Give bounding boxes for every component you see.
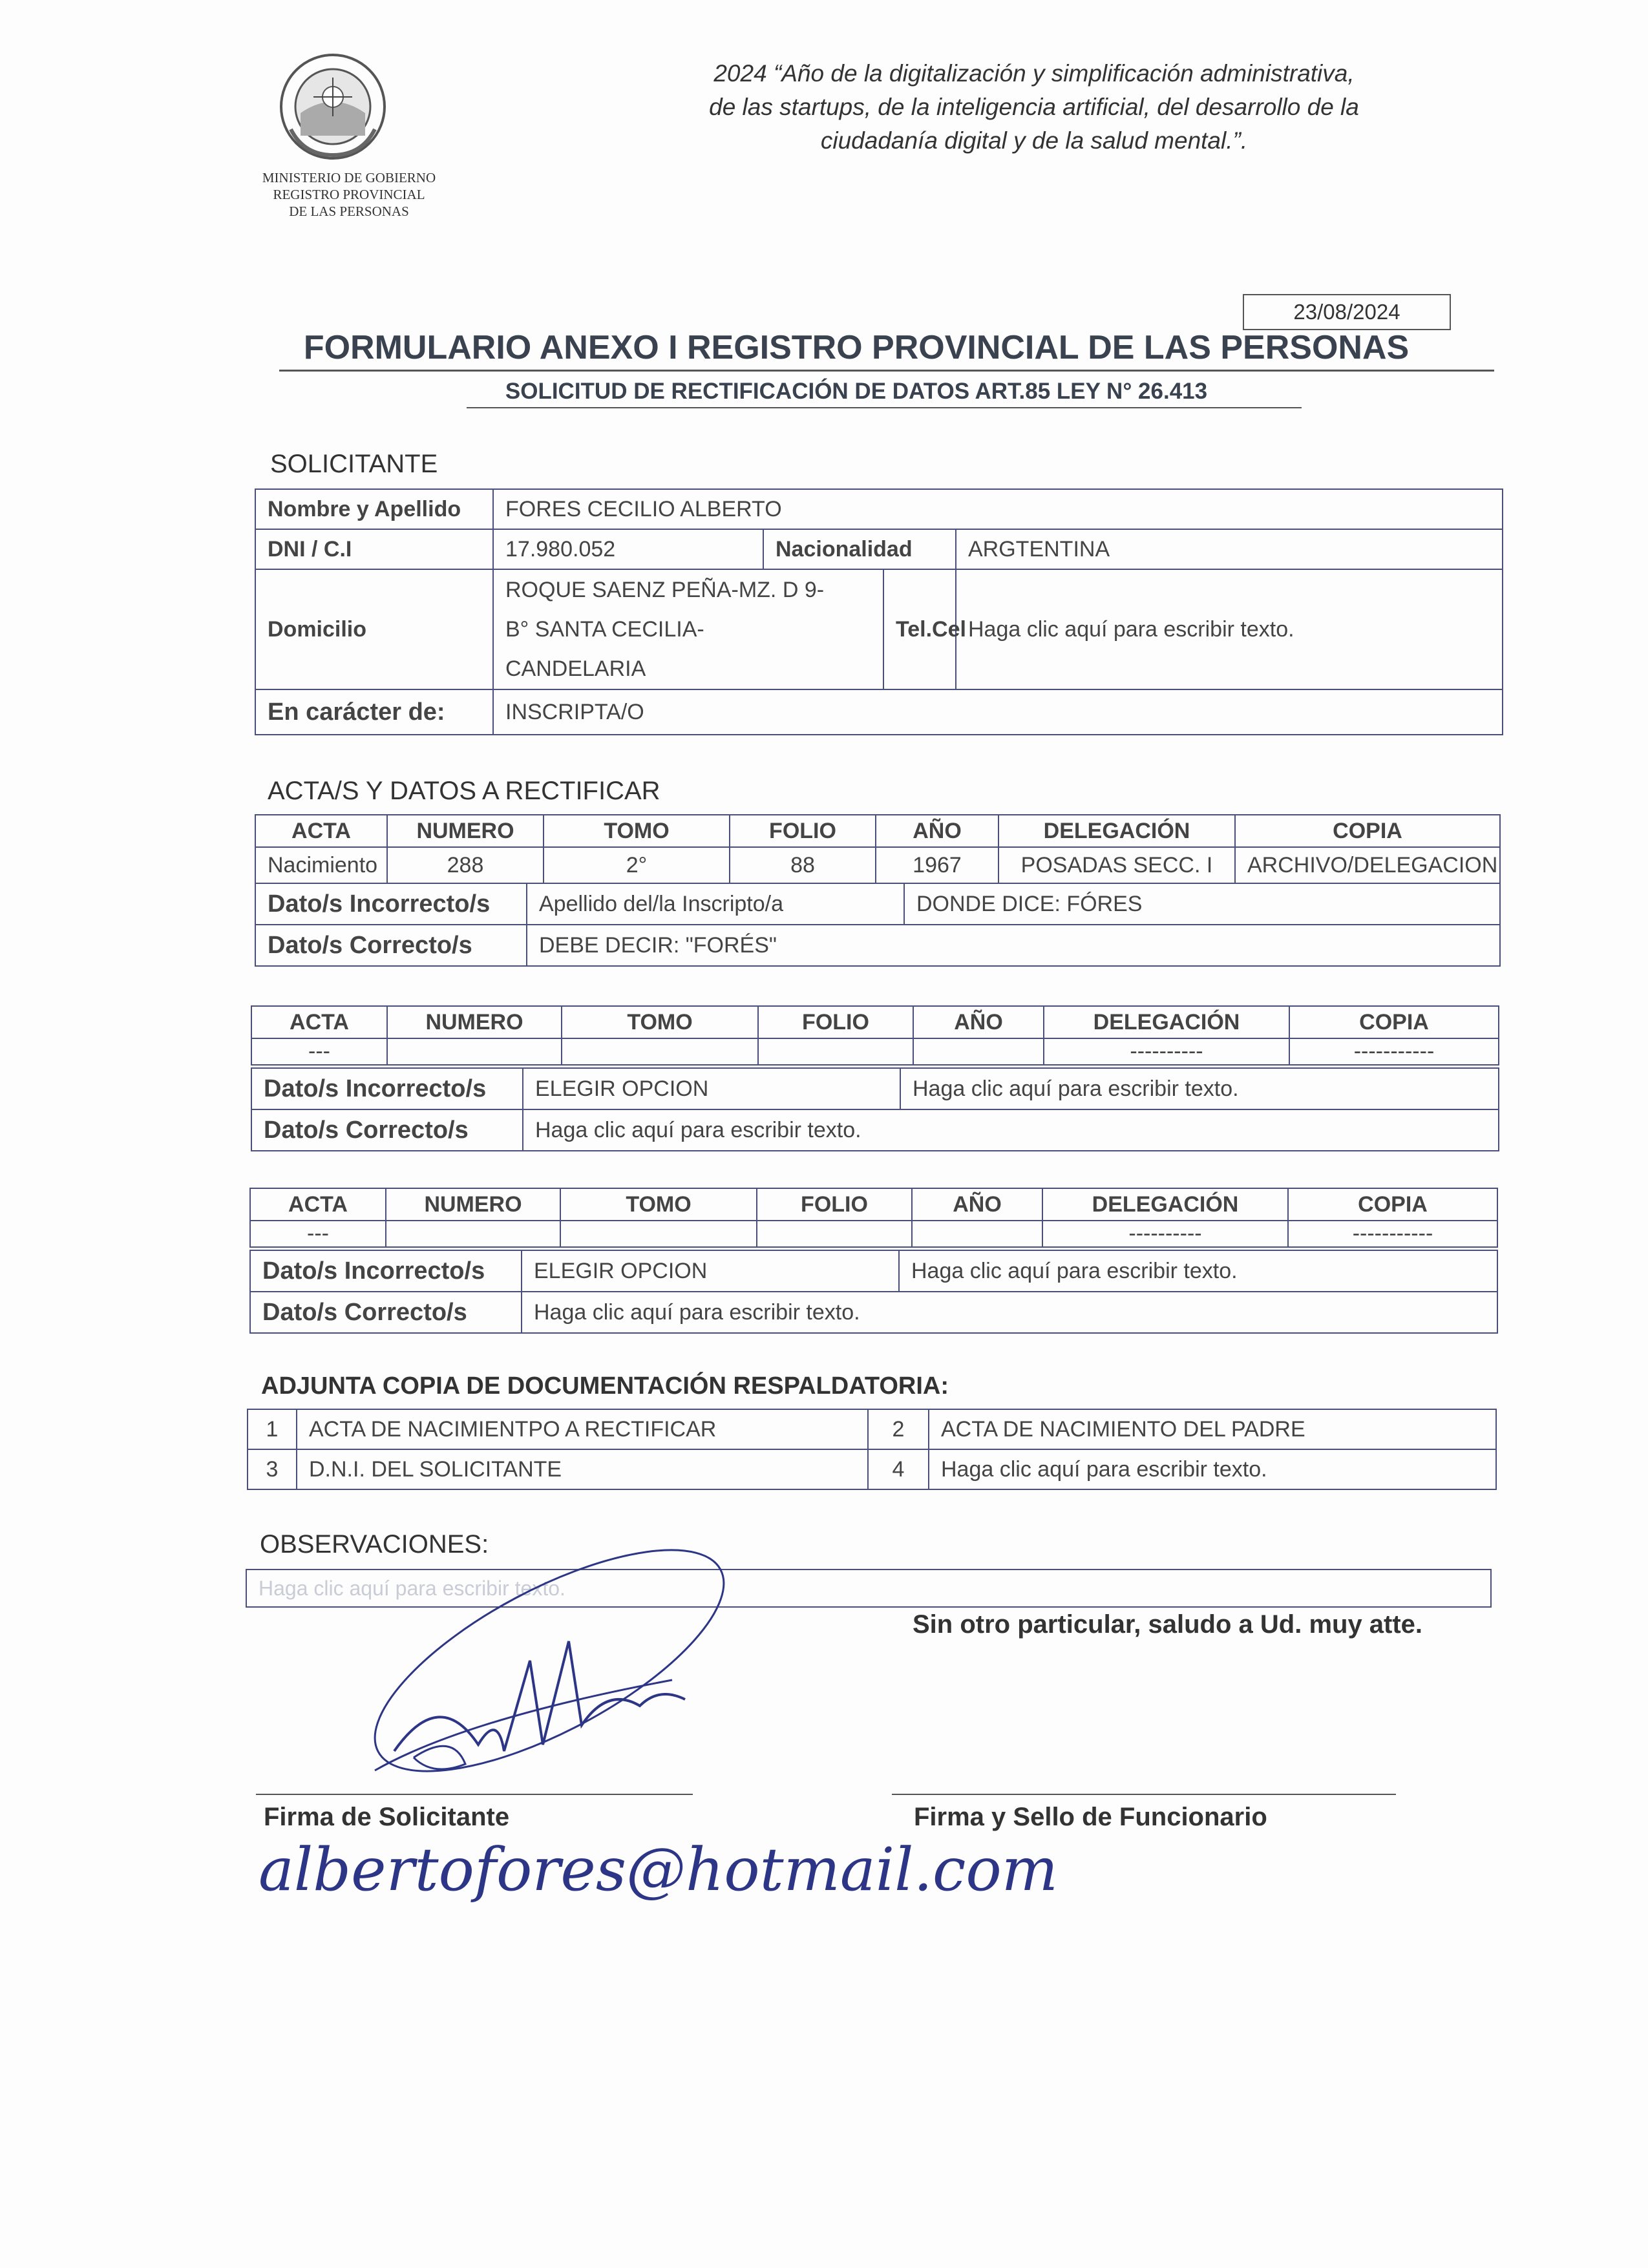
incorrect-field-select[interactable]: ELEGIR OPCION bbox=[522, 1250, 899, 1292]
col-folio: FOLIO bbox=[757, 1188, 912, 1221]
numero-field[interactable] bbox=[387, 1038, 562, 1065]
observaciones-field[interactable]: Haga clic aquí para escribir texto. bbox=[246, 1569, 1492, 1608]
solicitante-table bbox=[255, 488, 1503, 735]
acta-table-1 bbox=[255, 814, 1501, 884]
attachment-field[interactable]: D.N.I. DEL SOLICITANTE bbox=[297, 1449, 868, 1489]
folio-field[interactable]: 88 bbox=[730, 847, 876, 883]
attachment-number: 3 bbox=[248, 1449, 297, 1489]
section-heading-solicitante: SOLICITANTE bbox=[270, 450, 438, 478]
form-title: FORMULARIO ANEXO I REGISTRO PROVINCIAL DE LAS PERSONAS bbox=[303, 329, 1410, 366]
col-numero: NUMERO bbox=[387, 815, 544, 847]
col-acta: ACTA bbox=[251, 1006, 387, 1038]
col-delegacion: DELEGACIÓN bbox=[1042, 1188, 1288, 1221]
copia-field[interactable]: ----------- bbox=[1288, 1221, 1497, 1247]
attachment-field[interactable]: ACTA DE NACIMIENTPO A RECTIFICAR bbox=[297, 1409, 868, 1449]
col-copia: COPIA bbox=[1289, 1006, 1499, 1038]
year-motto: 2024 “Año de la digitalización y simplificación administrativa, de las startups, de la inteligencia artificial, del desarrollo de la ciudadanía digital y de la salud mental.”. bbox=[709, 60, 1359, 154]
subtitle-underline bbox=[467, 407, 1302, 408]
handwritten-signature-icon bbox=[336, 1557, 750, 1803]
col-folio: FOLIO bbox=[730, 815, 876, 847]
col-delegacion: DELEGACIÓN bbox=[1044, 1006, 1289, 1038]
anio-field[interactable]: 1967 bbox=[876, 847, 998, 883]
caracter-field[interactable]: INSCRIPTA/O bbox=[493, 689, 1503, 735]
incorrect-label: Dato/s Incorrecto/s bbox=[250, 1250, 522, 1292]
incorrect-field-select[interactable]: ELEGIR OPCION bbox=[523, 1068, 900, 1109]
copia-field[interactable]: ----------- bbox=[1289, 1038, 1499, 1065]
official-signature-label: Firma y Sello de Funcionario bbox=[914, 1803, 1267, 1831]
acta-type-field[interactable]: --- bbox=[251, 1038, 387, 1065]
delegacion-field[interactable]: ---------- bbox=[1044, 1038, 1289, 1065]
correct-label: Dato/s Correcto/s bbox=[250, 1292, 522, 1333]
attachment-number: 4 bbox=[868, 1449, 929, 1489]
attachment-number: 2 bbox=[868, 1409, 929, 1449]
acta-table-2 bbox=[251, 1005, 1499, 1066]
col-numero: NUMERO bbox=[386, 1188, 560, 1221]
incorrect-label: Dato/s Incorrecto/s bbox=[251, 1068, 523, 1109]
acta-data-table-1 bbox=[255, 883, 1501, 967]
acta-type-field[interactable]: --- bbox=[250, 1221, 386, 1247]
delegacion-field[interactable]: POSADAS SECC. I bbox=[998, 847, 1235, 883]
nacionalidad-field[interactable]: ARGTENTINA bbox=[956, 529, 1503, 569]
attachment-number: 1 bbox=[248, 1409, 297, 1449]
correct-value-field[interactable]: DEBE DECIR: "FORÉS" bbox=[527, 925, 1500, 966]
dni-label: DNI / C.I bbox=[255, 529, 493, 569]
col-copia: COPIA bbox=[1235, 815, 1500, 847]
correct-value-field[interactable]: Haga clic aquí para escribir texto. bbox=[523, 1109, 1499, 1151]
anio-field[interactable] bbox=[913, 1038, 1044, 1065]
col-numero: NUMERO bbox=[387, 1006, 562, 1038]
tel-field[interactable]: Haga clic aquí para escribir texto. bbox=[956, 569, 1503, 689]
col-folio: FOLIO bbox=[758, 1006, 913, 1038]
incorrect-label: Dato/s Incorrecto/s bbox=[255, 883, 527, 925]
ministry-name: MINISTERIO DE GOBIERNO REGISTRO PROVINCIAL DE LAS PERSONAS bbox=[262, 170, 436, 219]
title-underline bbox=[279, 370, 1494, 372]
incorrect-value-field[interactable]: Haga clic aquí para escribir texto. bbox=[900, 1068, 1499, 1109]
correct-label: Dato/s Correcto/s bbox=[255, 925, 527, 966]
date-field[interactable]: 23/08/2024 bbox=[1243, 294, 1451, 330]
col-tomo: TOMO bbox=[562, 1006, 758, 1038]
domicilio-label: Domicilio bbox=[255, 569, 493, 689]
closing-text: Sin otro particular, saludo a Ud. muy atte. bbox=[913, 1610, 1423, 1639]
folio-field[interactable] bbox=[757, 1221, 912, 1247]
nacionalidad-label: Nacionalidad bbox=[763, 529, 956, 569]
anio-field[interactable] bbox=[912, 1221, 1042, 1247]
incorrect-value-field[interactable]: DONDE DICE: FÓRES bbox=[904, 883, 1500, 925]
numero-field[interactable]: 288 bbox=[387, 847, 544, 883]
adjunta-table bbox=[247, 1409, 1497, 1490]
handwritten-email: albertofores@hotmail.com bbox=[259, 1835, 1058, 1904]
form-subtitle: SOLICITUD DE RECTIFICACIÓN DE DATOS ART.85 LEY N° 26.413 bbox=[505, 379, 1208, 404]
acta-table-3 bbox=[249, 1188, 1498, 1248]
section-heading-adjunta: ADJUNTA COPIA DE DOCUMENTACIÓN RESPALDATORIA: bbox=[261, 1372, 949, 1400]
official-signature-line bbox=[892, 1794, 1396, 1795]
folio-field[interactable] bbox=[758, 1038, 913, 1065]
col-anio: AÑO bbox=[876, 815, 998, 847]
tomo-field[interactable]: 2° bbox=[544, 847, 730, 883]
col-tomo: TOMO bbox=[544, 815, 730, 847]
caracter-label: En carácter de: bbox=[255, 689, 493, 735]
applicant-signature-line bbox=[256, 1794, 693, 1795]
attachment-field[interactable]: Haga clic aquí para escribir texto. bbox=[929, 1449, 1496, 1489]
provincial-seal-icon bbox=[278, 52, 388, 162]
acta-type-field[interactable]: Nacimiento bbox=[255, 847, 387, 883]
correct-label: Dato/s Correcto/s bbox=[251, 1109, 523, 1151]
incorrect-value-field[interactable]: Haga clic aquí para escribir texto. bbox=[899, 1250, 1497, 1292]
col-acta: ACTA bbox=[250, 1188, 386, 1221]
name-label: Nombre y Apellido bbox=[255, 489, 493, 529]
numero-field[interactable] bbox=[386, 1221, 560, 1247]
col-copia: COPIA bbox=[1288, 1188, 1497, 1221]
col-anio: AÑO bbox=[913, 1006, 1044, 1038]
col-anio: AÑO bbox=[912, 1188, 1042, 1221]
col-tomo: TOMO bbox=[560, 1188, 757, 1221]
delegacion-field[interactable]: ---------- bbox=[1042, 1221, 1288, 1247]
domicilio-field[interactable]: ROQUE SAENZ PEÑA-MZ. D 9- B° SANTA CECILIA- CANDELARIA bbox=[493, 569, 883, 689]
incorrect-field-select[interactable]: Apellido del/la Inscripto/a bbox=[527, 883, 904, 925]
acta-data-table-2 bbox=[251, 1067, 1499, 1151]
attachment-field[interactable]: ACTA DE NACIMIENTO DEL PADRE bbox=[929, 1409, 1496, 1449]
tel-label: Tel.Cel bbox=[883, 569, 956, 689]
applicant-signature-label: Firma de Solicitante bbox=[264, 1803, 510, 1831]
section-heading-observaciones: OBSERVACIONES: bbox=[260, 1530, 489, 1559]
col-acta: ACTA bbox=[255, 815, 387, 847]
copia-field[interactable]: ARCHIVO/DELEGACION bbox=[1235, 847, 1500, 883]
tomo-field[interactable] bbox=[562, 1038, 758, 1065]
col-delegacion: DELEGACIÓN bbox=[998, 815, 1235, 847]
name-field[interactable]: FORES CECILIO ALBERTO bbox=[493, 489, 1503, 529]
section-heading-actas: ACTA/S Y DATOS A RECTIFICAR bbox=[268, 777, 660, 805]
correct-value-field[interactable]: Haga clic aquí para escribir texto. bbox=[522, 1292, 1497, 1333]
acta-data-table-3 bbox=[249, 1250, 1498, 1334]
tomo-field[interactable] bbox=[560, 1221, 757, 1247]
dni-field[interactable]: 17.980.052 bbox=[493, 529, 763, 569]
